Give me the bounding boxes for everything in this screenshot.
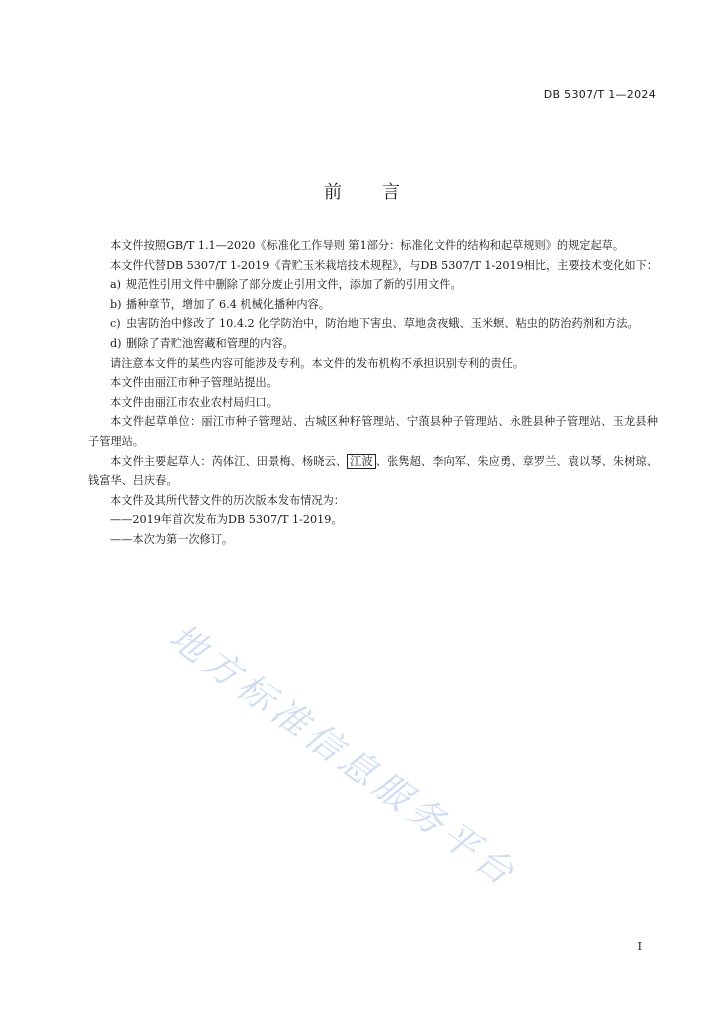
paragraph-history-revision: ——本次为第一次修订。 — [110, 532, 234, 546]
paragraph-drafting-rules: 本文件按照GB/T 1.1—2020《标准化工作导则 第1部分：标准化文件的结构和起草规则》的规定起草。 — [110, 239, 625, 252]
document-code: DB 5307/T 1—2024 — [543, 88, 656, 101]
list-marker: b) — [110, 297, 122, 311]
list-item-text: 删除了青贮池窖藏和管理的内容。 — [126, 336, 294, 350]
drafters-text-after: 、张隽超、李向军、朱应勇、章罗兰、袁以琴、朱树琼、钱富华、吕庆春。 — [88, 454, 658, 488]
paragraph-centralized: 本文件由丽江市农业农村局归口。 — [110, 395, 278, 409]
list-item-text: 播种章节，增加了 6.4 机械化播种内容。 — [126, 297, 330, 311]
document-body — [88, 236, 658, 550]
list-marker: c) — [110, 317, 121, 331]
page-number: I — [637, 940, 642, 953]
paragraph-proposer: 本文件由丽江市种子管理站提出。 — [110, 376, 278, 390]
page-title: 前言 — [324, 182, 440, 203]
paragraph-history-first: ——2019年首次发布为DB 5307/T 1-2019。 — [110, 513, 343, 527]
list-marker: a) — [110, 278, 122, 292]
list-item — [88, 295, 658, 315]
list-item — [88, 275, 658, 295]
highlighted-name: 江波 — [347, 454, 376, 469]
list-item-text: 规范性引用文件中删除了部分废止引用文件，添加了新的引用文件。 — [126, 278, 462, 292]
paragraph-history-intro: 本文件及其所代替文件的历次版本发布情况为： — [110, 493, 345, 507]
paragraph-drafting-units: 本文件起草单位：丽江市种子管理站、古城区种籽管理站、宁蒗县种子管理站、永胜县种子管理站、玉龙县种子管理站。 — [88, 415, 658, 448]
paragraph-patent-notice: 请注意本文件的某些内容可能涉及专利。本文件的发布机构不承担识别专利的责任。 — [110, 356, 524, 370]
list-item-text: 虫害防治中修改了 10.4.2 化学防治中，防治地下害虫、草地贪夜蛾、玉米螟、粘虫的防治药剂和方法。 — [126, 317, 639, 331]
paragraph-replacement: 本文件代替DB 5307/T 1-2019《青贮玉米栽培技术规程》，与DB 5307/T 1-2019相比，主要技术变化如下： — [110, 258, 658, 272]
paragraph-drafters — [88, 452, 658, 491]
watermark: 地方标准信息服务平台 — [161, 616, 526, 897]
list-marker: d) — [110, 336, 122, 350]
list-item — [88, 334, 658, 354]
list-item — [88, 314, 658, 334]
drafters-text-before: 本文件主要起草人：芮体江、田景梅、杨晓云、 — [110, 454, 348, 468]
